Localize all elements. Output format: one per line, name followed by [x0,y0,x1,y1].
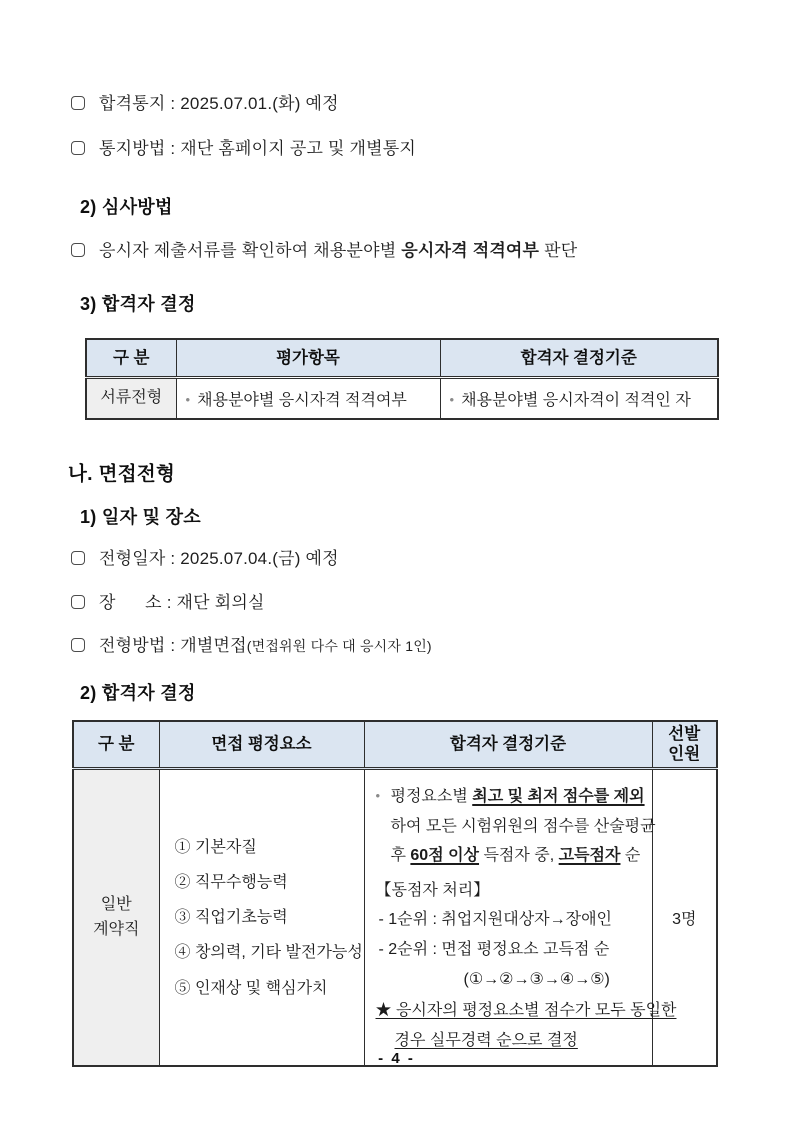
bullet-icon: • [449,392,455,408]
cell-factors [159,769,364,1067]
text-segment: 판단 [539,241,578,261]
text-segment: 전형일자 : 2025.07.04.(금) 예정 [99,549,339,569]
checkbox-icon [71,595,85,609]
text-segment: 60점 이상 [410,847,480,865]
criteria-line [375,996,677,1026]
checkbox-icon [71,141,85,155]
item-text [99,548,339,570]
list-item: ② 직무수행능력 [174,873,288,891]
col-header-standard: 합격자 결정기준 [364,721,652,769]
text-segment: 하여 모든 시험위원의 점수를 산술평균 [390,817,656,835]
text-segment: (①→②→③→④→⑤) [463,970,610,988]
heading-interview-pass-decision: 2) 합격자 결정 [80,682,196,703]
cell-criteria [176,377,440,419]
cell-standard [440,377,718,419]
heading-doc-pass-decision: 3) 합격자 결정 [80,294,196,315]
checkbox-icon [71,551,85,565]
text-segment: - 2순위 : 면접 평정요소 고득점 순 [378,941,610,959]
text-segment: 전형방법 : 개별면접 [99,636,247,656]
checkbox-icon [71,243,85,257]
checkbox-icon [71,638,85,652]
list-item: ① 기본자질 [174,838,257,856]
list-item: ⑤ 인재상 및 핵심가치 [174,979,328,997]
table-row [86,377,718,419]
cell-quota: 3명 [652,769,717,1067]
item-text [99,240,577,262]
document-screening-table [85,338,719,420]
table-header-row [86,339,718,377]
col-header-criteria: 평가항목 [176,339,440,377]
text-segment: 순 [620,847,641,865]
cell-standard [364,769,677,1067]
list-item: ③ 직업기초능력 [174,909,288,927]
text-segment: 응시자 제출서류를 확인하여 채용분야별 [99,241,402,261]
interview-decision-table [72,720,718,1068]
table-row [73,769,717,1067]
heading-interview-schedule: 1) 일자 및 장소 [80,507,201,528]
col-header-category: 구 분 [86,339,176,377]
cell-text: 채용분야별 응시자격 적격여부 [197,392,407,410]
criteria-line [376,812,656,842]
text-segment: 득점자 중, [479,847,559,865]
cell-text: 채용분야별 응시자격이 적격인 자 [461,392,691,410]
item-text [99,635,432,657]
text-segment: 평정요소별 [390,788,473,806]
checkbox-icon [71,96,85,110]
text-segment-bold: 응시자격 적격여부 [401,241,540,261]
criteria-line [376,876,646,906]
col-header-quota: 선발 인원 [652,721,717,769]
heading-review-method: 2) 심사방법 [80,197,173,218]
list-item-interview-place [68,592,717,614]
cell-category: 일반 계약직 [73,769,159,1067]
list-item-pass-notice [68,93,717,115]
list-item-review [68,240,717,262]
list-item-interview-method [68,635,717,657]
criteria-line [376,905,646,935]
text-segment: 경우 실무경력 순으로 결정 [394,1031,578,1049]
item-text: 통지방법 : 재단 홈페이지 공고 및 개별통지 [99,139,417,159]
criteria-line [376,841,646,871]
page-number: - 4 - [378,1050,415,1067]
heading-interview: 나. 면접전형 [68,463,176,486]
text-segment: 고득점자 [558,847,621,865]
criteria-line [376,965,646,995]
list-item-notice-method [68,138,717,160]
list-item-interview-date [68,548,717,570]
text-segment: 장 소 : 재단 회의실 [99,593,265,613]
text-segment-small: (면접위원 다수 대 응시자 1인) [246,638,432,655]
bullet-icon: • [375,788,381,804]
text-segment: 후 [390,847,411,865]
item-text: 합격통지 : 2025.07.01.(화) 예정 [99,94,339,113]
criteria-line [376,782,646,812]
text-segment: - 1순위 : 취업지원대상자→장애인 [378,911,612,929]
bullet-icon: • [185,392,191,408]
item-text [99,592,265,614]
table-header-row [73,721,717,769]
cell-category: 서류전형 [86,377,176,419]
col-header-factors: 면접 평정요소 [159,721,364,769]
text-segment: ★ 응시자의 평정요소별 점수가 모두 동일한 [375,1002,677,1020]
col-header-standard: 합격자 결정기준 [440,339,718,377]
text-segment: 【동점자 처리】 [375,881,490,899]
col-header-category: 구 분 [73,721,159,769]
criteria-line [376,935,646,965]
text-segment: 최고 및 최저 점수를 제외 [472,788,645,806]
list-item: ④ 창의력, 기타 발전가능성 [174,944,363,962]
